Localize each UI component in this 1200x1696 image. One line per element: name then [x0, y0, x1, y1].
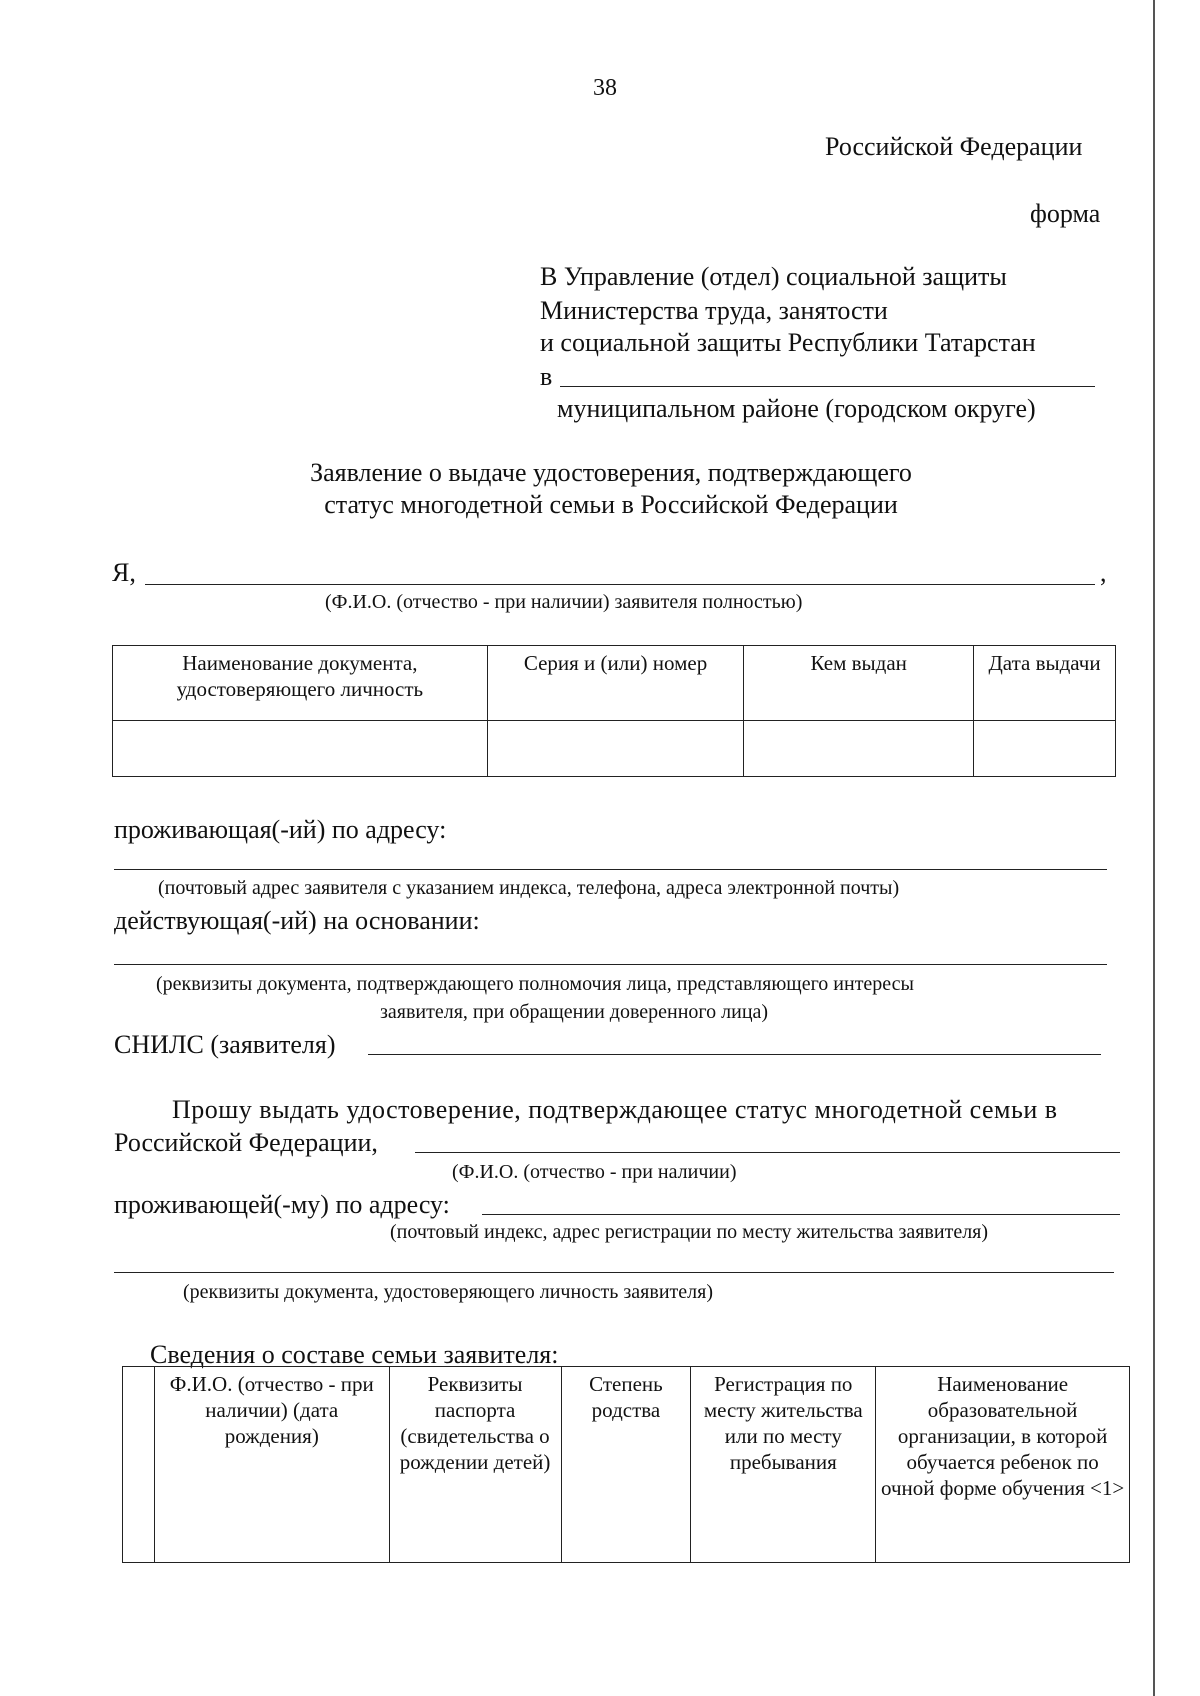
id-document-table — [112, 645, 1116, 777]
id-cell-document-name[interactable] — [113, 721, 488, 777]
applicant-comma: , — [1100, 558, 1107, 587]
addressee-prefix-in: в — [540, 362, 553, 391]
id-col-issued-by: Кем выдан — [744, 646, 974, 721]
doc-title-line2: статус многодетной семьи в Российской Федерации — [324, 490, 898, 519]
family-composition-table — [122, 1366, 1130, 1563]
applicant-name-field-line[interactable] — [145, 584, 1095, 585]
basis-label: действующая(-ий) на основании: — [114, 906, 480, 935]
id-col-issue-date: Дата выдачи — [974, 646, 1116, 721]
page-number: 38 — [593, 75, 617, 101]
address-label: проживающая(-ий) по адресу: — [114, 815, 447, 844]
family-col-number — [123, 1367, 155, 1563]
addressee-line2: Министерства труда, занятости — [540, 296, 888, 325]
family-col-relation: Степень родства — [561, 1367, 691, 1563]
snils-label: СНИЛС (заявителя) — [114, 1030, 336, 1059]
family-fio-caption: (Ф.И.О. (отчество - при наличии) — [452, 1161, 737, 1183]
applicant-doc-field-line[interactable] — [114, 1272, 1114, 1273]
addressee-line1: В Управление (отдел) социальной защиты — [540, 262, 1007, 291]
doc-title-line1: Заявление о выдаче удостоверения, подтверждающего — [310, 458, 912, 487]
id-cell-issue-date[interactable] — [974, 721, 1116, 777]
id-table-input-row — [113, 721, 1116, 777]
form-label: форма — [1030, 199, 1101, 228]
basis-field-line[interactable] — [114, 964, 1107, 965]
family-col-fio: Ф.И.О. (отчество - при наличии) (дата рождения) — [154, 1367, 389, 1563]
family-fio-field-line[interactable] — [415, 1152, 1120, 1153]
id-cell-issued-by[interactable] — [744, 721, 974, 777]
family-col-registration: Регистрация по месту жительства или по месту пребывания — [691, 1367, 876, 1563]
address-caption: (почтовый адрес заявителя с указанием индекса, телефона, адреса электронной почты) — [158, 877, 900, 899]
family-col-education: Наименование образовательной организации, в которой обучается ребенок по очной форме обучения <1> — [876, 1367, 1130, 1563]
family-table-header-row — [123, 1367, 1130, 1563]
id-table-header-row — [113, 646, 1116, 721]
header-federation: Российской Федерации — [825, 132, 1083, 161]
family-col-passport: Реквизиты паспорта (свидетельства о рождении детей) — [389, 1367, 561, 1563]
request-address-label: проживающей(-му) по адресу: — [114, 1190, 450, 1219]
request-address-field-line[interactable] — [482, 1214, 1120, 1215]
applicant-name-caption: (Ф.И.О. (отчество - при наличии) заявителя полностью) — [325, 591, 803, 613]
id-cell-series-number[interactable] — [487, 721, 744, 777]
addressee-line3: и социальной защиты Республики Татарстан — [540, 328, 1036, 357]
municipality-caption: муниципальном районе (городском округе) — [557, 394, 1036, 423]
municipality-field-line[interactable] — [560, 386, 1095, 387]
basis-caption-line2: заявителя, при обращении доверенного лица) — [380, 1001, 769, 1023]
request-address-caption: (почтовый индекс, адрес регистрации по месту жительства заявителя) — [390, 1221, 989, 1243]
request-line1: Прошу выдать удостоверение, подтверждающее статус многодетной семьи в — [172, 1095, 1058, 1124]
basis-caption-line1: (реквизиты документа, подтверждающего полномочия лица, представляющего интересы — [156, 973, 914, 995]
family-section-title: Сведения о составе семьи заявителя: — [150, 1340, 559, 1369]
request-line2: Российской Федерации, — [114, 1128, 378, 1157]
address-field-line[interactable] — [114, 869, 1107, 870]
applicant-prefix: Я, — [112, 558, 136, 587]
page-edge-line — [1153, 0, 1155, 1696]
id-col-document-name: Наименование документа, удостоверяющего личность — [113, 646, 488, 721]
id-col-series-number: Серия и (или) номер — [487, 646, 744, 721]
applicant-doc-caption: (реквизиты документа, удостоверяющего личность заявителя) — [183, 1281, 713, 1303]
snils-field-line[interactable] — [368, 1054, 1101, 1055]
